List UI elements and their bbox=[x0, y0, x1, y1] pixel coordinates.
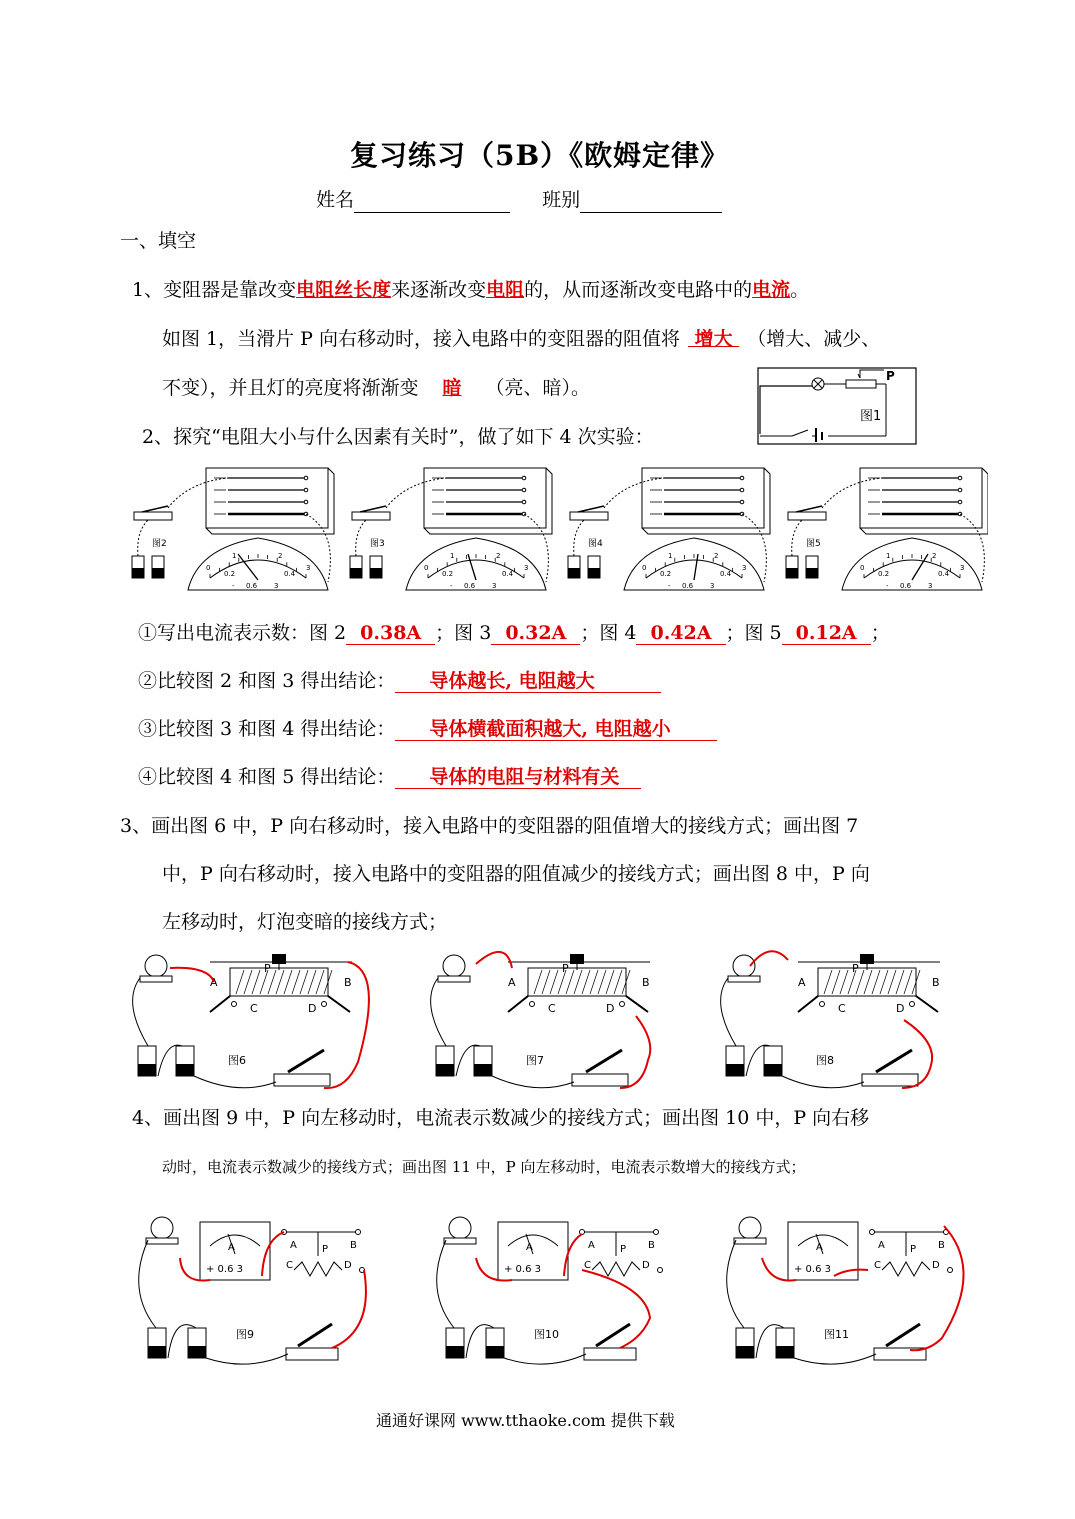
ammeter-circuit bbox=[727, 1217, 964, 1364]
terminal-label: 0.6 bbox=[900, 582, 912, 590]
terminal-label: 0.6 bbox=[682, 582, 694, 590]
scale-label: 2 bbox=[278, 552, 283, 560]
q2-item1-label: ①写出电流表示数：图 2 bbox=[138, 622, 347, 644]
terminal-label: - bbox=[668, 582, 671, 590]
wire bbox=[206, 1354, 288, 1364]
wire bbox=[139, 1240, 156, 1328]
answer-wire bbox=[582, 1270, 650, 1348]
battery-fill bbox=[776, 1346, 794, 1358]
terminal-label: 0.6 bbox=[246, 582, 258, 590]
battery-fill bbox=[736, 1346, 754, 1358]
battery-fill bbox=[726, 1064, 744, 1076]
battery-fill bbox=[132, 568, 144, 578]
q2-fig3-label: ；图 3 bbox=[435, 622, 492, 644]
fig1-p-label: P bbox=[886, 369, 895, 383]
switch-lever bbox=[288, 1050, 324, 1072]
q1-text: 1、变阻器是靠改变 bbox=[132, 279, 297, 301]
terminal-c bbox=[820, 1002, 825, 1007]
terminal-b-label: B bbox=[642, 976, 650, 989]
q1-text: 的，从而逐渐改变电路中的 bbox=[524, 279, 753, 301]
terminal-a-label: A bbox=[210, 976, 218, 989]
bulb-base bbox=[444, 1238, 476, 1244]
figure-caption: 图2 bbox=[152, 539, 167, 549]
battery-fill bbox=[370, 568, 382, 578]
q1-text: （亮、暗）。 bbox=[485, 377, 591, 399]
slider-p-label: P bbox=[264, 962, 271, 975]
terminal-d bbox=[948, 1268, 953, 1273]
scale-label: 0.2 bbox=[224, 570, 236, 578]
q1-text: 。 bbox=[790, 279, 810, 301]
terminal-dot bbox=[958, 488, 962, 492]
wire bbox=[492, 1076, 574, 1088]
battery-fill bbox=[436, 1064, 454, 1076]
ammeter-label: A bbox=[526, 1242, 533, 1253]
battery-fill bbox=[474, 1064, 492, 1076]
q2-item4-label: ④比较图 4 和图 5 得出结论： bbox=[138, 766, 396, 788]
experiment-setup bbox=[568, 468, 770, 590]
wire bbox=[794, 1354, 876, 1364]
wire bbox=[437, 1240, 454, 1328]
switch-lever bbox=[886, 1324, 920, 1346]
q2-item1 bbox=[138, 620, 890, 646]
scale-label: 0.2 bbox=[660, 570, 672, 578]
slider-p bbox=[570, 954, 584, 964]
switch-lever bbox=[578, 506, 604, 512]
resistor-zigzag bbox=[882, 1262, 930, 1276]
terminal-d-label: D bbox=[642, 1260, 650, 1271]
answer-wire bbox=[332, 1270, 366, 1348]
terminal-c-label: C bbox=[838, 1002, 846, 1015]
terminal-label: 3 bbox=[928, 582, 933, 590]
terminal-a bbox=[580, 1230, 585, 1235]
answer-conclusion-1: 导体越长, 电阻越大 bbox=[395, 670, 660, 693]
q2-item1-end: ； bbox=[870, 622, 890, 644]
answer-conclusion-3: 导体的电阻与材料有关 bbox=[395, 766, 641, 789]
q4-line1: 4、画出图 9 中，P 向左移动时，电流表示数减少的接线方式；画出图 10 中，P 向右移 bbox=[132, 1107, 870, 1129]
q1-text: 不变），并且灯的亮度将渐渐变 bbox=[162, 377, 419, 399]
resistor-zigzag bbox=[294, 1262, 342, 1276]
rheostat-leg bbox=[798, 996, 818, 1012]
terminal-b-label: B bbox=[344, 976, 352, 989]
battery-fill bbox=[568, 568, 580, 578]
resistance-board bbox=[642, 468, 764, 528]
scale-label: 0 bbox=[642, 564, 647, 572]
scale-label: 0.4 bbox=[720, 570, 732, 578]
answer-wire bbox=[170, 968, 214, 982]
terminal-d bbox=[620, 1002, 625, 1007]
ammeter-terminals: + 0.6 3 bbox=[794, 1264, 832, 1275]
q1-line3 bbox=[162, 375, 590, 401]
scale-label: 2 bbox=[714, 552, 719, 560]
resistance-board bbox=[206, 468, 328, 528]
wire bbox=[194, 1076, 276, 1088]
class-blank[interactable] bbox=[580, 192, 722, 213]
name-blank[interactable] bbox=[354, 192, 510, 213]
battery-fill bbox=[138, 1064, 156, 1076]
bulb-glass bbox=[733, 955, 755, 977]
ammeter-circuit bbox=[437, 1217, 663, 1364]
answer-wire bbox=[476, 952, 512, 968]
bulb-glass bbox=[145, 955, 167, 977]
terminal-dot bbox=[740, 488, 744, 492]
rheostat-circuit bbox=[133, 954, 369, 1088]
battery-fill bbox=[764, 1064, 782, 1076]
scale-label: 1 bbox=[450, 552, 455, 560]
ammeter-label: A bbox=[816, 1242, 823, 1253]
q1-line1 bbox=[132, 277, 809, 303]
terminal-c bbox=[232, 1002, 237, 1007]
ammeter-circuit bbox=[139, 1217, 366, 1364]
figure-1 bbox=[752, 362, 922, 452]
q1-answer-5: 暗 bbox=[442, 377, 462, 399]
terminal-dot bbox=[740, 476, 744, 480]
q1-answer-4: 增大 bbox=[688, 328, 740, 350]
q3-line2: 中，P 向右移动时，接入电路中的变阻器的阻值减少的接线方式；画出图 8 中，P 向 bbox=[162, 863, 870, 885]
answer-fig5-current: 0.12A bbox=[782, 622, 871, 645]
q3-line1: 3、画出图 6 中，P 向右移动时，接入电路中的变阻器的阻值增大的接线方式；画出图 7 bbox=[120, 815, 859, 837]
switch-base bbox=[862, 1074, 918, 1086]
terminal-dot bbox=[958, 500, 962, 504]
q3-figures bbox=[118, 942, 978, 1102]
fig1-caption: 图1 bbox=[860, 409, 882, 424]
battery-fill bbox=[786, 568, 798, 578]
switch-lever bbox=[360, 506, 386, 512]
scale-label: 3 bbox=[524, 564, 529, 572]
terminal-dot bbox=[740, 500, 744, 504]
ammeter-terminals: + 0.6 3 bbox=[206, 1264, 244, 1275]
q2-item2 bbox=[138, 668, 661, 694]
q4-figures bbox=[118, 1210, 988, 1385]
scale-label: 0.2 bbox=[878, 570, 890, 578]
connecting-wire bbox=[138, 520, 148, 556]
q2-fig5-label: ；图 5 bbox=[725, 622, 782, 644]
wire bbox=[431, 978, 446, 1046]
terminal-a-label: A bbox=[878, 1240, 885, 1251]
switch-lever bbox=[596, 1324, 630, 1346]
terminal-d-label: D bbox=[932, 1260, 940, 1271]
q2-item3-label: ③比较图 3 和图 4 得出结论： bbox=[138, 718, 396, 740]
answer-fig3-current: 0.32A bbox=[491, 622, 580, 645]
rheostat-circuit bbox=[431, 952, 651, 1088]
terminal-d bbox=[658, 1268, 663, 1273]
answer-wire bbox=[910, 1226, 964, 1350]
slider-p-label: P bbox=[852, 962, 859, 975]
terminal-label: 0.6 bbox=[464, 582, 476, 590]
switch-lever bbox=[142, 506, 168, 512]
bulb-base bbox=[438, 976, 470, 982]
terminal-c-label: C bbox=[874, 1260, 881, 1271]
rheostat-leg bbox=[916, 996, 938, 1012]
scale-label: 2 bbox=[932, 552, 937, 560]
answer-wire bbox=[750, 951, 788, 966]
bulb-glass bbox=[443, 955, 465, 977]
battery-fill bbox=[148, 1346, 166, 1358]
terminal-c-label: C bbox=[584, 1260, 591, 1271]
figure-caption: 图9 bbox=[236, 1328, 254, 1341]
resistance-board bbox=[424, 468, 546, 528]
rheostat-leg bbox=[508, 996, 528, 1012]
terminal-b-label: B bbox=[932, 976, 940, 989]
answer-fig4-current: 0.42A bbox=[636, 622, 725, 645]
ammeter-terminals: + 0.6 3 bbox=[504, 1264, 542, 1275]
switch-base bbox=[570, 512, 608, 520]
scale-label: 0 bbox=[424, 564, 429, 572]
terminal-label: - bbox=[232, 582, 235, 590]
connecting-wire bbox=[792, 520, 802, 556]
experiment-setup bbox=[786, 468, 988, 590]
wire bbox=[782, 1076, 864, 1088]
terminal-a-label: A bbox=[290, 1240, 297, 1251]
q1-answer-1: 电阻丝长度 bbox=[296, 279, 392, 301]
battery-fill bbox=[806, 568, 818, 578]
rheostat-leg bbox=[210, 996, 230, 1012]
terminal-b-label: B bbox=[938, 1240, 945, 1251]
scale-label: 0 bbox=[206, 564, 211, 572]
terminal-d bbox=[910, 1002, 915, 1007]
scale-label: 0 bbox=[860, 564, 865, 572]
battery-fill bbox=[176, 1064, 194, 1076]
figure-caption: 图5 bbox=[806, 539, 821, 549]
scale-label: 3 bbox=[306, 564, 311, 572]
figure-caption: 图10 bbox=[534, 1328, 559, 1341]
resistance-board bbox=[860, 468, 982, 528]
bulb-base bbox=[728, 976, 760, 982]
terminal-b bbox=[356, 1230, 361, 1235]
switch-lever bbox=[876, 1050, 912, 1072]
switch-lever bbox=[586, 1050, 622, 1072]
rheostat-leg bbox=[626, 996, 648, 1012]
slider-p-label: P bbox=[562, 962, 569, 975]
terminal-dot bbox=[522, 476, 526, 480]
q1-answer-2: 电阻 bbox=[486, 279, 525, 301]
q2-item2-label: ②比较图 2 和图 3 得出结论： bbox=[138, 670, 396, 692]
terminal-label: 3 bbox=[492, 582, 497, 590]
terminal-b-label: B bbox=[648, 1240, 655, 1251]
q1-text: 如图 1，当滑片 P 向右移动时，接入电路中的变阻器的阻值将 bbox=[162, 328, 680, 350]
scale-label: 0.4 bbox=[502, 570, 514, 578]
scale-label: 1 bbox=[232, 552, 237, 560]
switch-base bbox=[274, 1074, 330, 1086]
figure-caption: 图4 bbox=[588, 539, 603, 549]
q2-line1: 2、探究“电阻大小与什么因素有关时”，做了如下 4 次实验： bbox=[142, 426, 654, 448]
terminal-d-label: D bbox=[308, 1002, 317, 1015]
terminal-label: - bbox=[450, 582, 453, 590]
bulb-base bbox=[734, 1238, 766, 1244]
scale-label: 0.4 bbox=[938, 570, 950, 578]
battery-fill bbox=[446, 1346, 464, 1358]
switch-base bbox=[352, 512, 390, 520]
bulb-glass bbox=[449, 1217, 471, 1239]
switch-base bbox=[286, 1348, 338, 1360]
answer-conclusion-2: 导体横截面积越大, 电阻越小 bbox=[395, 718, 716, 741]
switch-base bbox=[572, 1074, 628, 1086]
scale-label: 1 bbox=[886, 552, 891, 560]
ammeter-label: A bbox=[228, 1242, 235, 1253]
rheostat-leg bbox=[328, 996, 350, 1012]
terminal-label: - bbox=[886, 582, 889, 590]
switch-base bbox=[134, 512, 172, 520]
figure-caption: 图3 bbox=[370, 539, 385, 549]
slider-p-label: P bbox=[910, 1244, 917, 1255]
scale-label: 1 bbox=[668, 552, 673, 560]
bulb-base bbox=[146, 1238, 178, 1244]
q2-experiments bbox=[128, 462, 988, 607]
scale-label: 2 bbox=[496, 552, 501, 560]
q1-line2 bbox=[162, 326, 880, 352]
rheostat-circuit bbox=[721, 951, 940, 1088]
terminal-b bbox=[654, 1230, 659, 1235]
q2-item3 bbox=[138, 716, 717, 742]
q2-item4 bbox=[138, 764, 641, 790]
switch-lever bbox=[298, 1324, 332, 1346]
terminal-dot bbox=[304, 500, 308, 504]
figure-caption: 图7 bbox=[526, 1054, 544, 1067]
slider-p-label: P bbox=[322, 1244, 329, 1255]
terminal-b-label: B bbox=[350, 1240, 357, 1251]
figure-caption: 图8 bbox=[816, 1054, 834, 1067]
terminal-c-label: C bbox=[548, 1002, 556, 1015]
section-heading: 一、填空 bbox=[120, 230, 197, 252]
wire bbox=[133, 978, 148, 1046]
terminal-a bbox=[870, 1230, 875, 1235]
q3-line3: 左移动时，灯泡变暗的接线方式； bbox=[162, 911, 448, 933]
terminal-dot bbox=[304, 476, 308, 480]
battery-fill bbox=[152, 568, 164, 578]
figure-caption: 图6 bbox=[228, 1054, 246, 1067]
terminal-d-label: D bbox=[606, 1002, 615, 1015]
terminal-c-label: C bbox=[286, 1260, 293, 1271]
terminal-label: 3 bbox=[274, 582, 279, 590]
wire bbox=[727, 1240, 744, 1328]
terminal-label: 3 bbox=[710, 582, 715, 590]
name-label: 姓名 bbox=[316, 189, 355, 211]
terminal-c bbox=[530, 1002, 535, 1007]
bulb-glass bbox=[151, 1217, 173, 1239]
battery-fill bbox=[486, 1346, 504, 1358]
battery-fill bbox=[350, 568, 362, 578]
slider-p bbox=[860, 954, 874, 964]
switch-base bbox=[584, 1348, 636, 1360]
name-field bbox=[316, 187, 722, 213]
q4-line2: 动时，电流表示数减少的接线方式；画出图 11 中，P 向左移动时，电流表示数增大的接线方式； bbox=[162, 1158, 806, 1176]
terminal-d-label: D bbox=[896, 1002, 905, 1015]
slider-p-label: P bbox=[620, 1244, 627, 1255]
wire bbox=[504, 1354, 586, 1364]
terminal-d bbox=[322, 1002, 327, 1007]
class-label: 班别 bbox=[542, 189, 581, 211]
q1-text: 来逐渐改变 bbox=[391, 279, 487, 301]
terminal-dot bbox=[958, 476, 962, 480]
scale-label: 3 bbox=[742, 564, 747, 572]
q1-text: （增大、减少、 bbox=[747, 328, 881, 350]
switch-base bbox=[788, 512, 826, 520]
connecting-wire bbox=[574, 520, 584, 556]
terminal-dot bbox=[522, 500, 526, 504]
scale-label: 3 bbox=[960, 564, 965, 572]
q2-fig4-label: ；图 4 bbox=[580, 622, 637, 644]
terminal-c-label: C bbox=[250, 1002, 258, 1015]
terminal-a-label: A bbox=[508, 976, 516, 989]
terminal-a-label: A bbox=[798, 976, 806, 989]
slider-p bbox=[272, 954, 286, 964]
experiment-setup bbox=[350, 468, 552, 590]
battery-fill bbox=[188, 1346, 206, 1358]
bulb-base bbox=[140, 976, 172, 982]
switch-lever bbox=[796, 506, 822, 512]
scale-label: 0.2 bbox=[442, 570, 454, 578]
wire bbox=[721, 978, 736, 1046]
page-title: 复习练习（5B）《欧姆定律》 bbox=[350, 139, 730, 172]
footer: 通通好课网 www.tthaoke.com 提供下载 bbox=[376, 1411, 675, 1430]
experiment-setup bbox=[132, 468, 334, 590]
scale-label: 0.4 bbox=[284, 570, 296, 578]
connecting-wire bbox=[356, 520, 366, 556]
terminal-d-label: D bbox=[344, 1260, 352, 1271]
q1-answer-3: 电流 bbox=[752, 279, 791, 301]
terminal-dot bbox=[522, 488, 526, 492]
answer-fig2-current: 0.38A bbox=[346, 622, 435, 645]
terminal-a-label: A bbox=[588, 1240, 595, 1251]
terminal-dot bbox=[304, 488, 308, 492]
bulb-glass bbox=[739, 1217, 761, 1239]
battery-fill bbox=[588, 568, 600, 578]
figure-caption: 图11 bbox=[824, 1328, 849, 1341]
